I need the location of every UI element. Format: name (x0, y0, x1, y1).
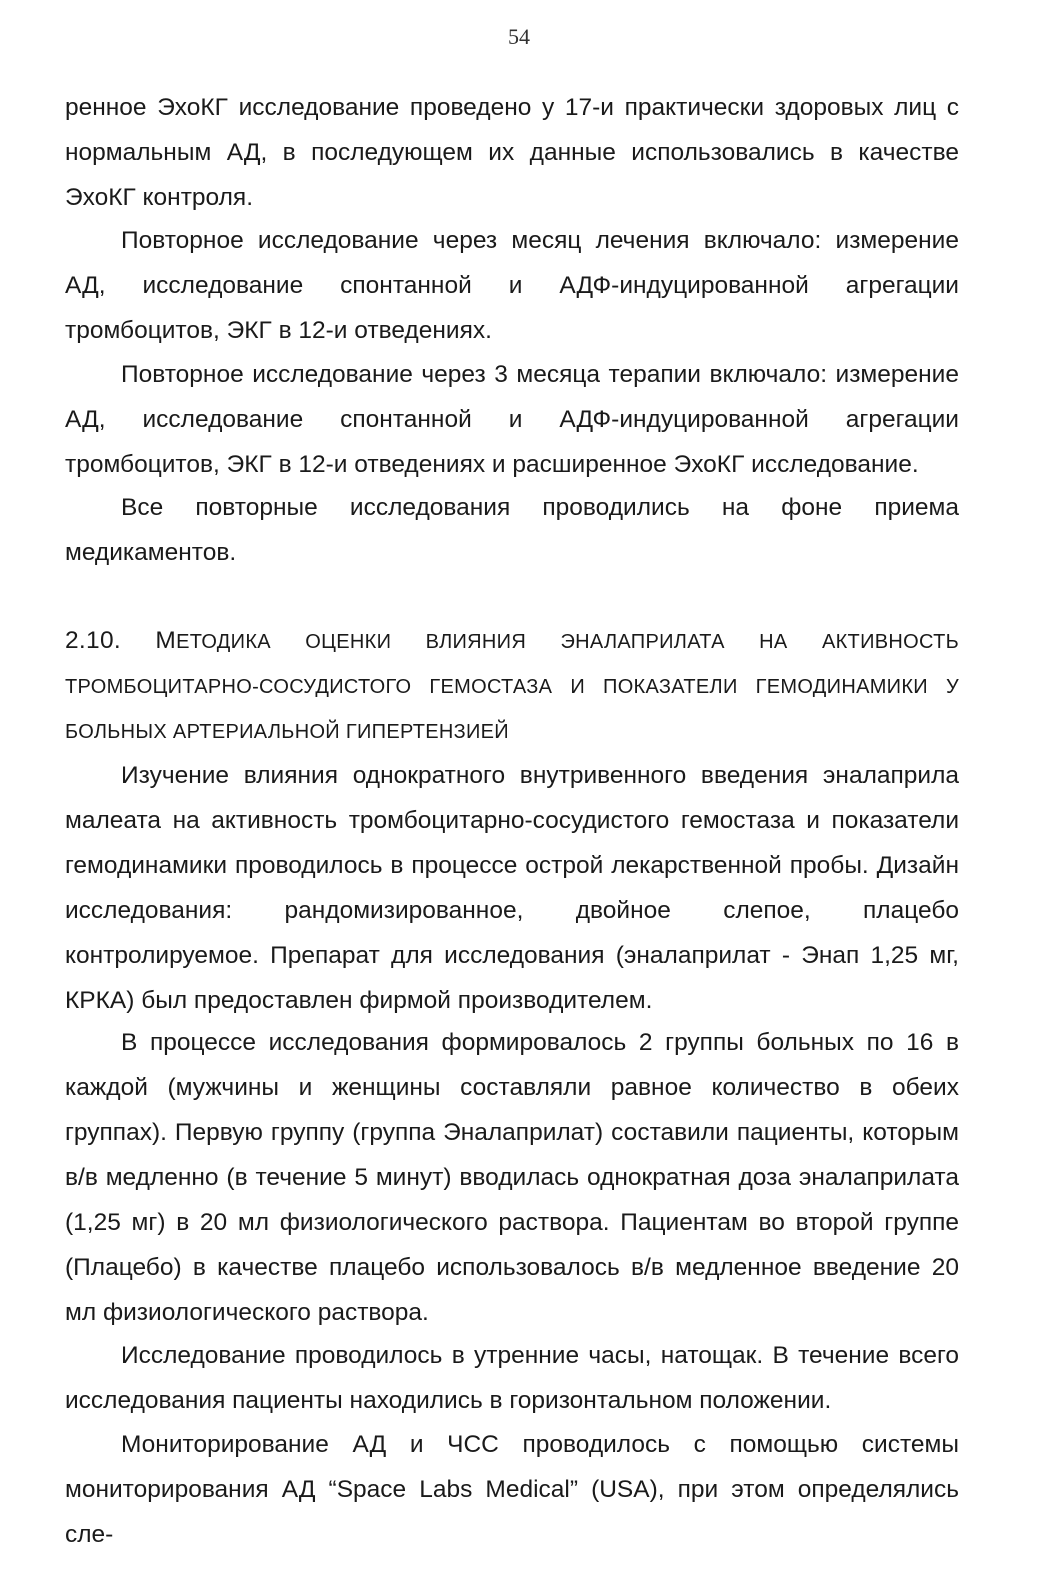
paragraph-6-block (65, 1020, 959, 1335)
paragraph-1-block (65, 85, 959, 220)
page-number: 54 (508, 24, 530, 49)
paragraph: Повторное исследование через 3 месяца терапии включало: измерение АД, исследование спонтанной и АДФ-индуцированной агрегации тромбоцитов, ЭКГ в 12-и отведениях и расширенное ЭхоКГ исследование. (65, 361, 959, 478)
paragraph: Изучение влияния однократного внутривенного введения эналаприла малеата на активность тромбоцитарно-сосудистого гемостаза и показатели гемодинамики проводилось в процессе острой лекарственной пробы. Дизайн исследования: рандомизированное, двойное слепое, плацебо контролируемое. Препарат для исследования (эналаприлат - Энап 1,25 мг, КРКА) был предоставлен фирмой производителем. (65, 762, 959, 1014)
section-heading-text: ЕТОДИКА ОЦЕНКИ ВЛИЯНИЯ ЭНАЛАПРИЛАТА НА АКТИВНОСТЬ ТРОМБОЦИТАРНО-СОСУДИСТОГО ГЕМОСТАЗА И ПОКАЗАТЕЛИ ГЕМОДИНАМИКИ У БОЛЬНЫХ АРТЕРИАЛЬНОЙ ГИПЕРТЕНЗИЕЙ (65, 631, 960, 743)
paragraph: Все повторные исследования проводились на фоне приема медикаментов. (65, 494, 959, 566)
paragraph-7-block (65, 1333, 959, 1423)
paragraph-4-block (65, 485, 959, 575)
paragraph: В процессе исследования формировалось 2 группы больных по 16 в каждой (мужчины и женщины составляли равное количество в обеих группах). Первую группу (группа Эналаприлат) составили пациенты, которым в/в медленно (в течение 5 минут) вводилась однократная доза эналаприлата (1,25 мг) в 20 мл физиологического раствора. Пациентам во второй группе (Плацебо) в качестве плацебо использовалось в/в медленное введение 20 мл физиологического раствора. (65, 1029, 959, 1326)
paragraph-8-block (65, 1422, 959, 1557)
paragraph: Повторное исследование через месяц лечения включало: измерение АД, исследование спонтанной и АДФ-индуцированной агрегации тромбоцитов, ЭКГ в 12-и отведениях. (65, 227, 959, 344)
paragraph: ренное ЭхоКГ исследование проведено у 17-и практически здоровых лиц с нормальным АД, в последующем их данные использовались в качестве ЭхоКГ контроля. (65, 94, 959, 211)
paragraph-5-block (65, 753, 959, 1023)
paragraph: Мониторирование АД и ЧСС проводилось с помощью системы мониторирования АД “Space Labs Medical” (USA), при этом определялись сле- (65, 1431, 959, 1548)
section-number: 2.10. (65, 627, 121, 654)
paragraph-2-block (65, 218, 959, 353)
paragraph-3-block (65, 352, 959, 487)
paragraph: Исследование проводилось в утренние часы, натощак. В течение всего исследования пациенты находились в горизонтальном положении. (65, 1342, 959, 1414)
section-heading (65, 618, 959, 755)
section-heading-initial: М (155, 627, 177, 654)
